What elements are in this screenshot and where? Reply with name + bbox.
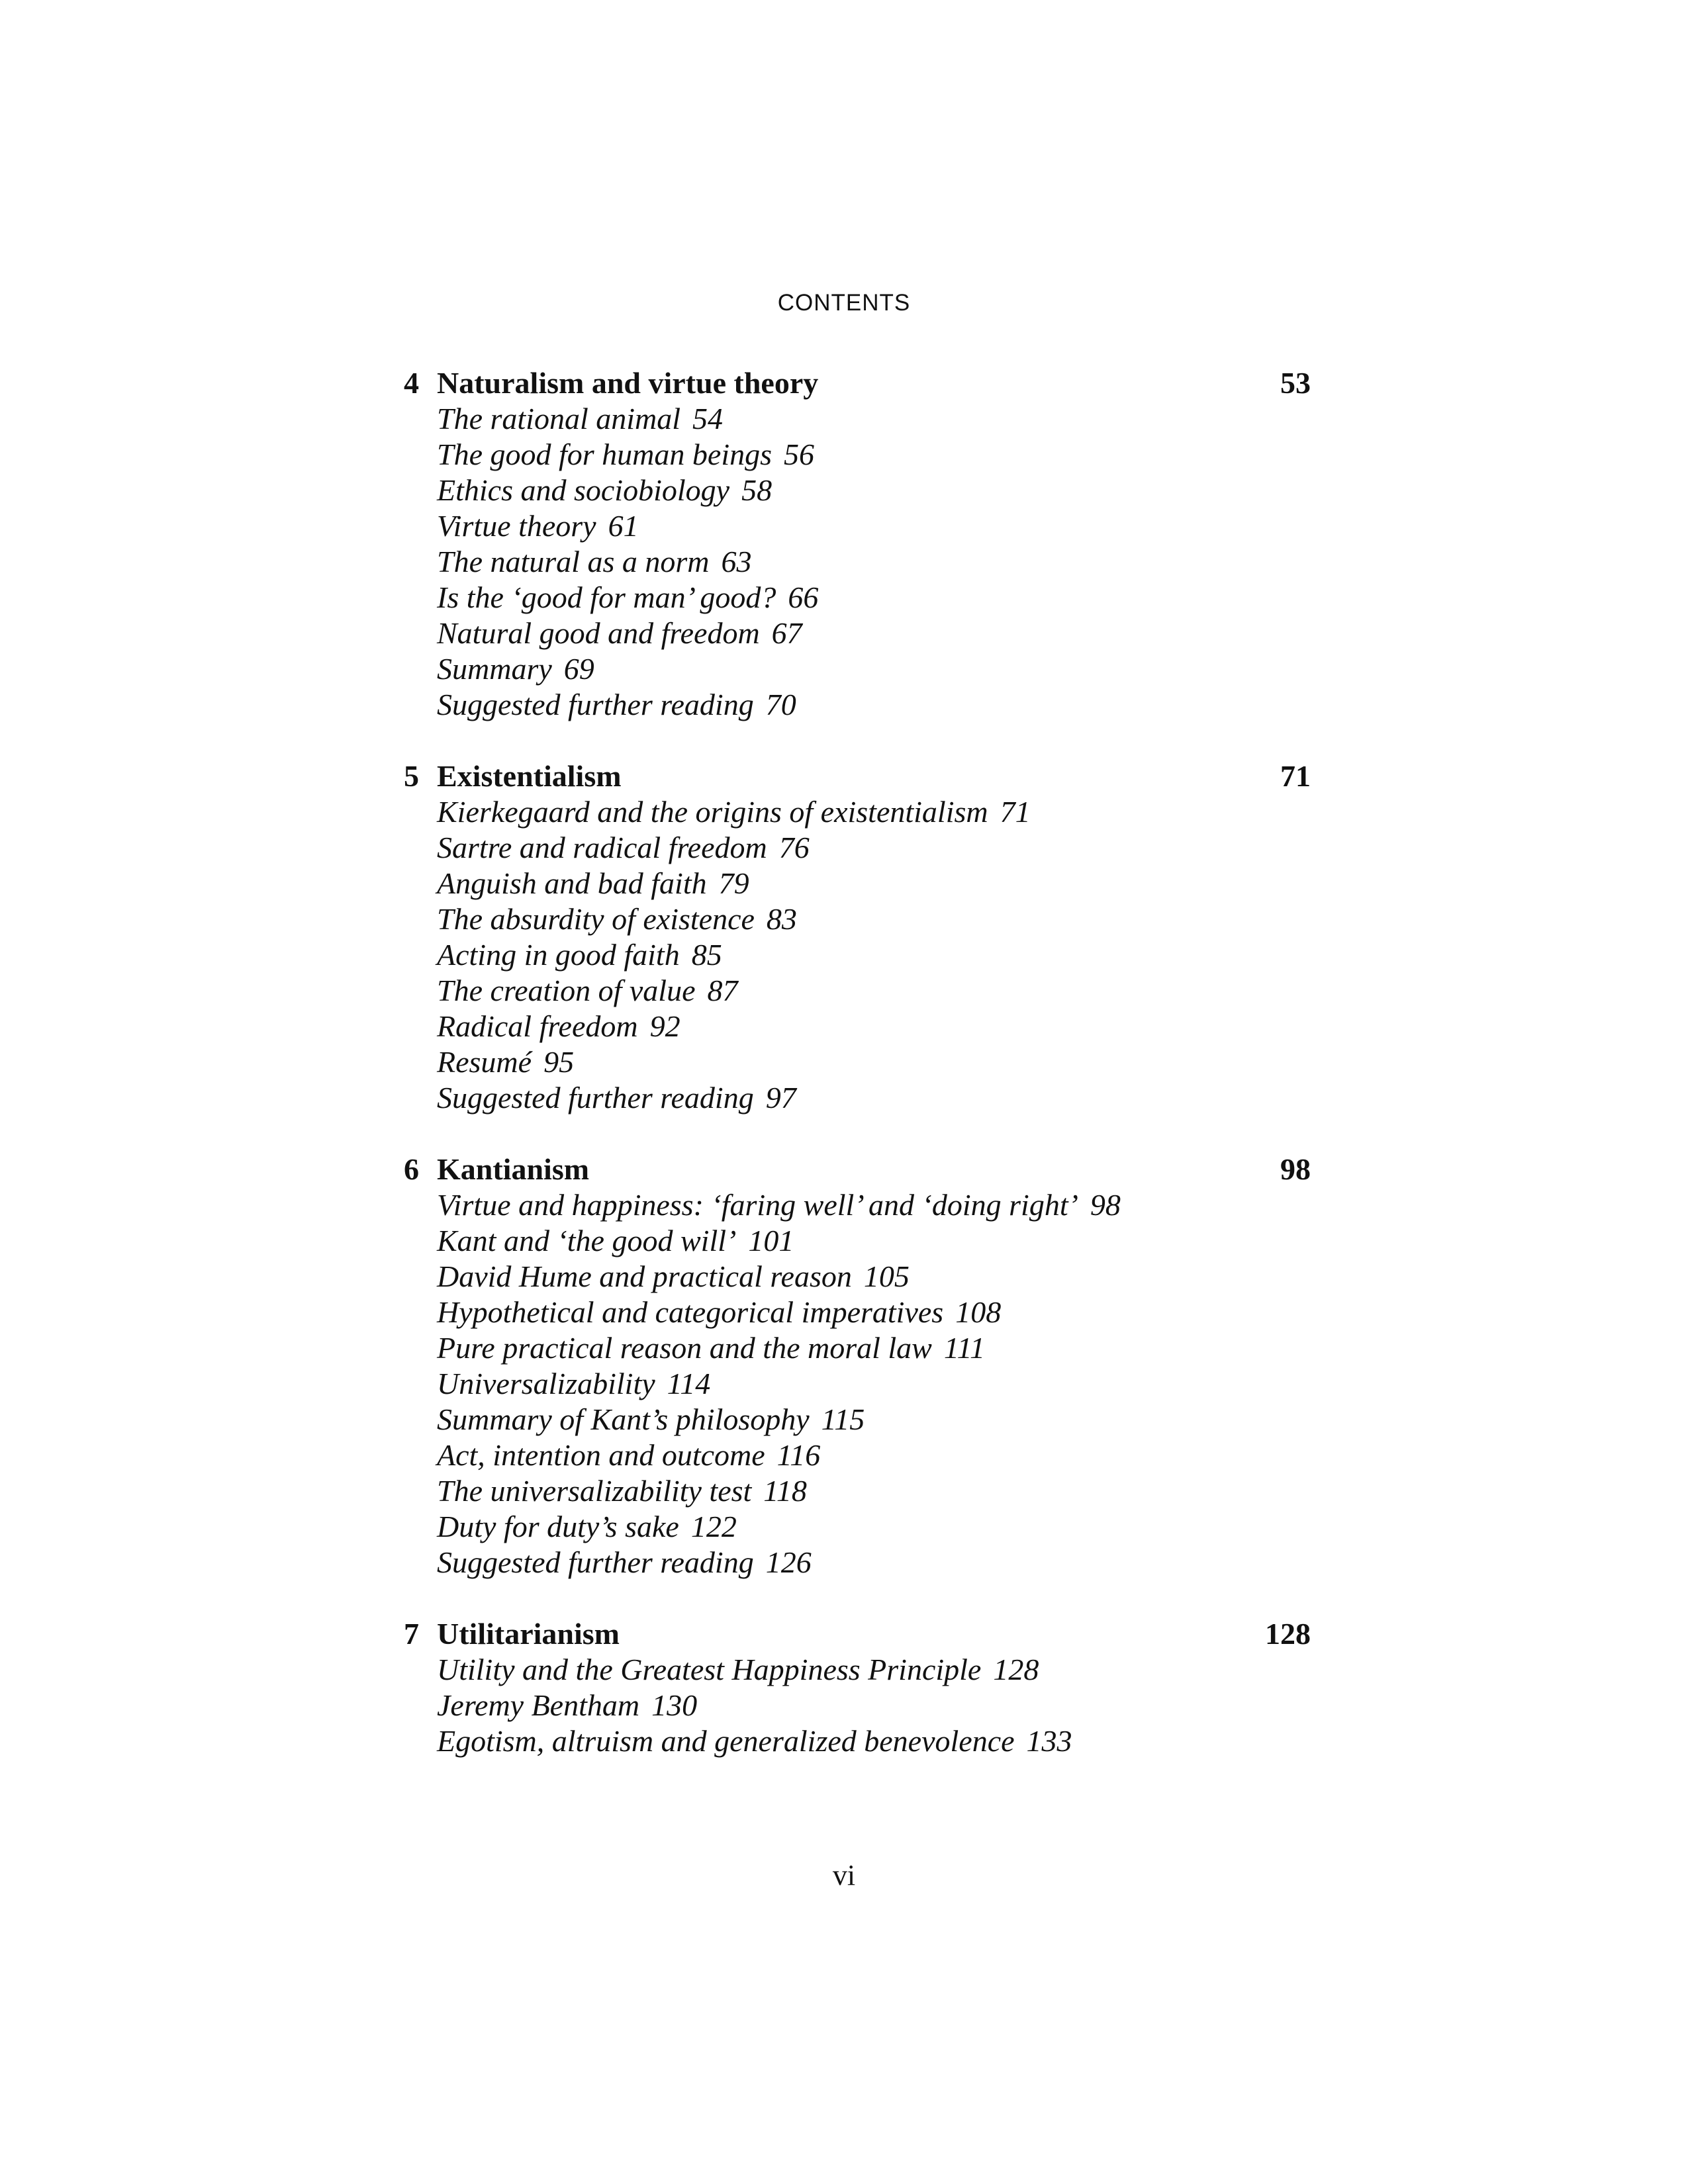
section-page-number: 54 bbox=[692, 402, 724, 435]
section-title: The good for human beings bbox=[437, 437, 772, 471]
section-entry bbox=[437, 866, 1311, 901]
section-entry bbox=[437, 1402, 1311, 1437]
chapter-entry bbox=[404, 1152, 1311, 1580]
section-title: Summary of Kant’s philosophy bbox=[437, 1402, 810, 1436]
section-entry bbox=[437, 1259, 1311, 1295]
section-title: Is the ‘good for man’ good? bbox=[437, 580, 776, 614]
section-page-number: 85 bbox=[691, 938, 722, 972]
chapter-number: 6 bbox=[404, 1152, 419, 1186]
chapter-page-number: 53 bbox=[1280, 366, 1311, 400]
chapter-entry bbox=[404, 365, 1311, 723]
section-entry bbox=[437, 580, 1311, 615]
section-page-number: 83 bbox=[766, 902, 797, 936]
section-entry bbox=[437, 1473, 1311, 1509]
section-title: David Hume and practical reason bbox=[437, 1259, 852, 1293]
section-title: The absurdity of existence bbox=[437, 902, 755, 936]
section-entry bbox=[437, 615, 1311, 651]
chapter-heading bbox=[404, 1616, 1311, 1652]
section-entry bbox=[437, 1080, 1311, 1116]
section-title: Duty for duty’s sake bbox=[437, 1510, 679, 1543]
section-title: Natural good and freedom bbox=[437, 616, 760, 650]
section-entry bbox=[437, 1009, 1311, 1044]
section-entry bbox=[437, 1187, 1311, 1223]
running-head: CONTENTS bbox=[777, 290, 911, 316]
section-entry bbox=[437, 687, 1311, 723]
section-page-number: 122 bbox=[690, 1510, 737, 1543]
section-entry bbox=[437, 1295, 1311, 1330]
section-page-number: 92 bbox=[649, 1009, 680, 1043]
section-page-number: 58 bbox=[741, 473, 773, 507]
section-page-number: 130 bbox=[651, 1688, 698, 1722]
section-title: Utility and the Greatest Happiness Principle bbox=[437, 1653, 982, 1686]
section-title: Suggested further reading bbox=[437, 688, 754, 721]
section-entry bbox=[437, 1652, 1311, 1688]
section-page-number: 115 bbox=[821, 1402, 865, 1436]
chapter-title: Naturalism and virtue theory bbox=[437, 366, 819, 400]
page-number: vi bbox=[832, 1859, 856, 1891]
section-title: Hypothetical and categorical imperatives bbox=[437, 1295, 944, 1329]
chapter-number: 7 bbox=[404, 1617, 419, 1651]
section-entry bbox=[437, 1688, 1311, 1723]
chapter-heading bbox=[404, 1152, 1311, 1187]
section-title: Summary bbox=[437, 652, 552, 686]
section-page-number: 56 bbox=[784, 437, 814, 471]
section-title: The creation of value bbox=[437, 974, 696, 1007]
chapter-entry bbox=[404, 1616, 1311, 1759]
chapter-heading bbox=[404, 758, 1311, 794]
chapter-title: Kantianism bbox=[437, 1152, 590, 1186]
section-entry bbox=[437, 794, 1311, 830]
section-page-number: 67 bbox=[771, 616, 802, 650]
chapter-number: 4 bbox=[404, 366, 419, 400]
section-page-number: 79 bbox=[718, 866, 749, 900]
section-title: Jeremy Bentham bbox=[437, 1688, 640, 1722]
section-page-number: 98 bbox=[1090, 1188, 1121, 1222]
section-entry bbox=[437, 1545, 1311, 1580]
section-page-number: 87 bbox=[707, 974, 738, 1007]
section-entry bbox=[437, 1330, 1311, 1366]
section-page-number: 97 bbox=[765, 1081, 796, 1115]
section-title: Virtue theory bbox=[437, 509, 596, 543]
section-list bbox=[404, 401, 1311, 723]
section-title: The rational animal bbox=[437, 402, 681, 435]
section-entry bbox=[437, 437, 1311, 473]
section-entry bbox=[437, 937, 1311, 973]
section-page-number: 105 bbox=[863, 1259, 910, 1293]
section-entry bbox=[437, 901, 1311, 937]
section-entry bbox=[437, 401, 1311, 437]
section-title: Radical freedom bbox=[437, 1009, 638, 1043]
section-title: Egotism, altruism and generalized benevolence bbox=[437, 1724, 1015, 1758]
section-page-number: 66 bbox=[788, 580, 819, 614]
section-title: Kierkegaard and the origins of existentialism bbox=[437, 795, 988, 829]
section-page-number: 118 bbox=[763, 1474, 807, 1508]
section-title: Suggested further reading bbox=[437, 1081, 754, 1115]
section-page-number: 101 bbox=[748, 1224, 794, 1257]
section-page-number: 128 bbox=[993, 1653, 1039, 1686]
section-entry bbox=[437, 544, 1311, 580]
section-list bbox=[404, 1187, 1311, 1580]
section-list bbox=[404, 794, 1311, 1116]
section-entry bbox=[437, 1366, 1311, 1402]
section-title: The natural as a norm bbox=[437, 545, 710, 578]
chapter-page-number: 128 bbox=[1265, 1617, 1311, 1651]
section-page-number: 70 bbox=[765, 688, 796, 721]
section-page-number: 114 bbox=[667, 1367, 711, 1400]
section-title: Pure practical reason and the moral law bbox=[437, 1331, 932, 1365]
chapter-title: Utilitarianism bbox=[437, 1617, 620, 1651]
section-title: Kant and ‘the good will’ bbox=[437, 1224, 737, 1257]
chapter-page-number: 71 bbox=[1280, 759, 1311, 793]
section-entry bbox=[437, 1509, 1311, 1545]
section-entry bbox=[437, 473, 1311, 508]
table-of-contents bbox=[404, 365, 1311, 1795]
section-title: Anguish and bad faith bbox=[437, 866, 707, 900]
section-entry bbox=[437, 1223, 1311, 1259]
section-title: Ethics and sociobiology bbox=[437, 473, 730, 507]
chapter-title: Existentialism bbox=[437, 759, 622, 793]
section-entry bbox=[437, 1723, 1311, 1759]
section-title: Suggested further reading bbox=[437, 1545, 754, 1579]
section-page-number: 108 bbox=[955, 1295, 1002, 1329]
section-title: The universalizability test bbox=[437, 1474, 752, 1508]
section-page-number: 61 bbox=[608, 509, 639, 543]
section-page-number: 69 bbox=[563, 652, 594, 686]
section-page-number: 116 bbox=[776, 1438, 821, 1472]
section-title: Act, intention and outcome bbox=[437, 1438, 765, 1472]
section-title: Virtue and happiness: ‘faring well’ and ‘doing right’ bbox=[437, 1188, 1078, 1222]
section-page-number: 95 bbox=[543, 1045, 575, 1079]
section-list bbox=[404, 1652, 1311, 1759]
section-page-number: 111 bbox=[943, 1331, 986, 1365]
section-entry bbox=[437, 508, 1311, 544]
chapter-number: 5 bbox=[404, 759, 419, 793]
section-page-number: 76 bbox=[778, 831, 810, 864]
section-entry bbox=[437, 973, 1311, 1009]
section-title: Universalizability bbox=[437, 1367, 655, 1400]
section-page-number: 133 bbox=[1026, 1724, 1072, 1758]
section-page-number: 71 bbox=[1000, 795, 1031, 829]
chapter-entry bbox=[404, 758, 1311, 1116]
section-title: Sartre and radical freedom bbox=[437, 831, 767, 864]
section-title: Acting in good faith bbox=[437, 938, 680, 972]
chapter-page-number: 98 bbox=[1280, 1152, 1311, 1186]
chapter-heading bbox=[404, 365, 1311, 401]
section-entry bbox=[437, 830, 1311, 866]
section-entry bbox=[437, 1044, 1311, 1080]
section-title: Resumé bbox=[437, 1045, 532, 1079]
section-page-number: 126 bbox=[765, 1545, 812, 1579]
section-page-number: 63 bbox=[721, 545, 752, 578]
section-entry bbox=[437, 651, 1311, 687]
section-entry bbox=[437, 1437, 1311, 1473]
